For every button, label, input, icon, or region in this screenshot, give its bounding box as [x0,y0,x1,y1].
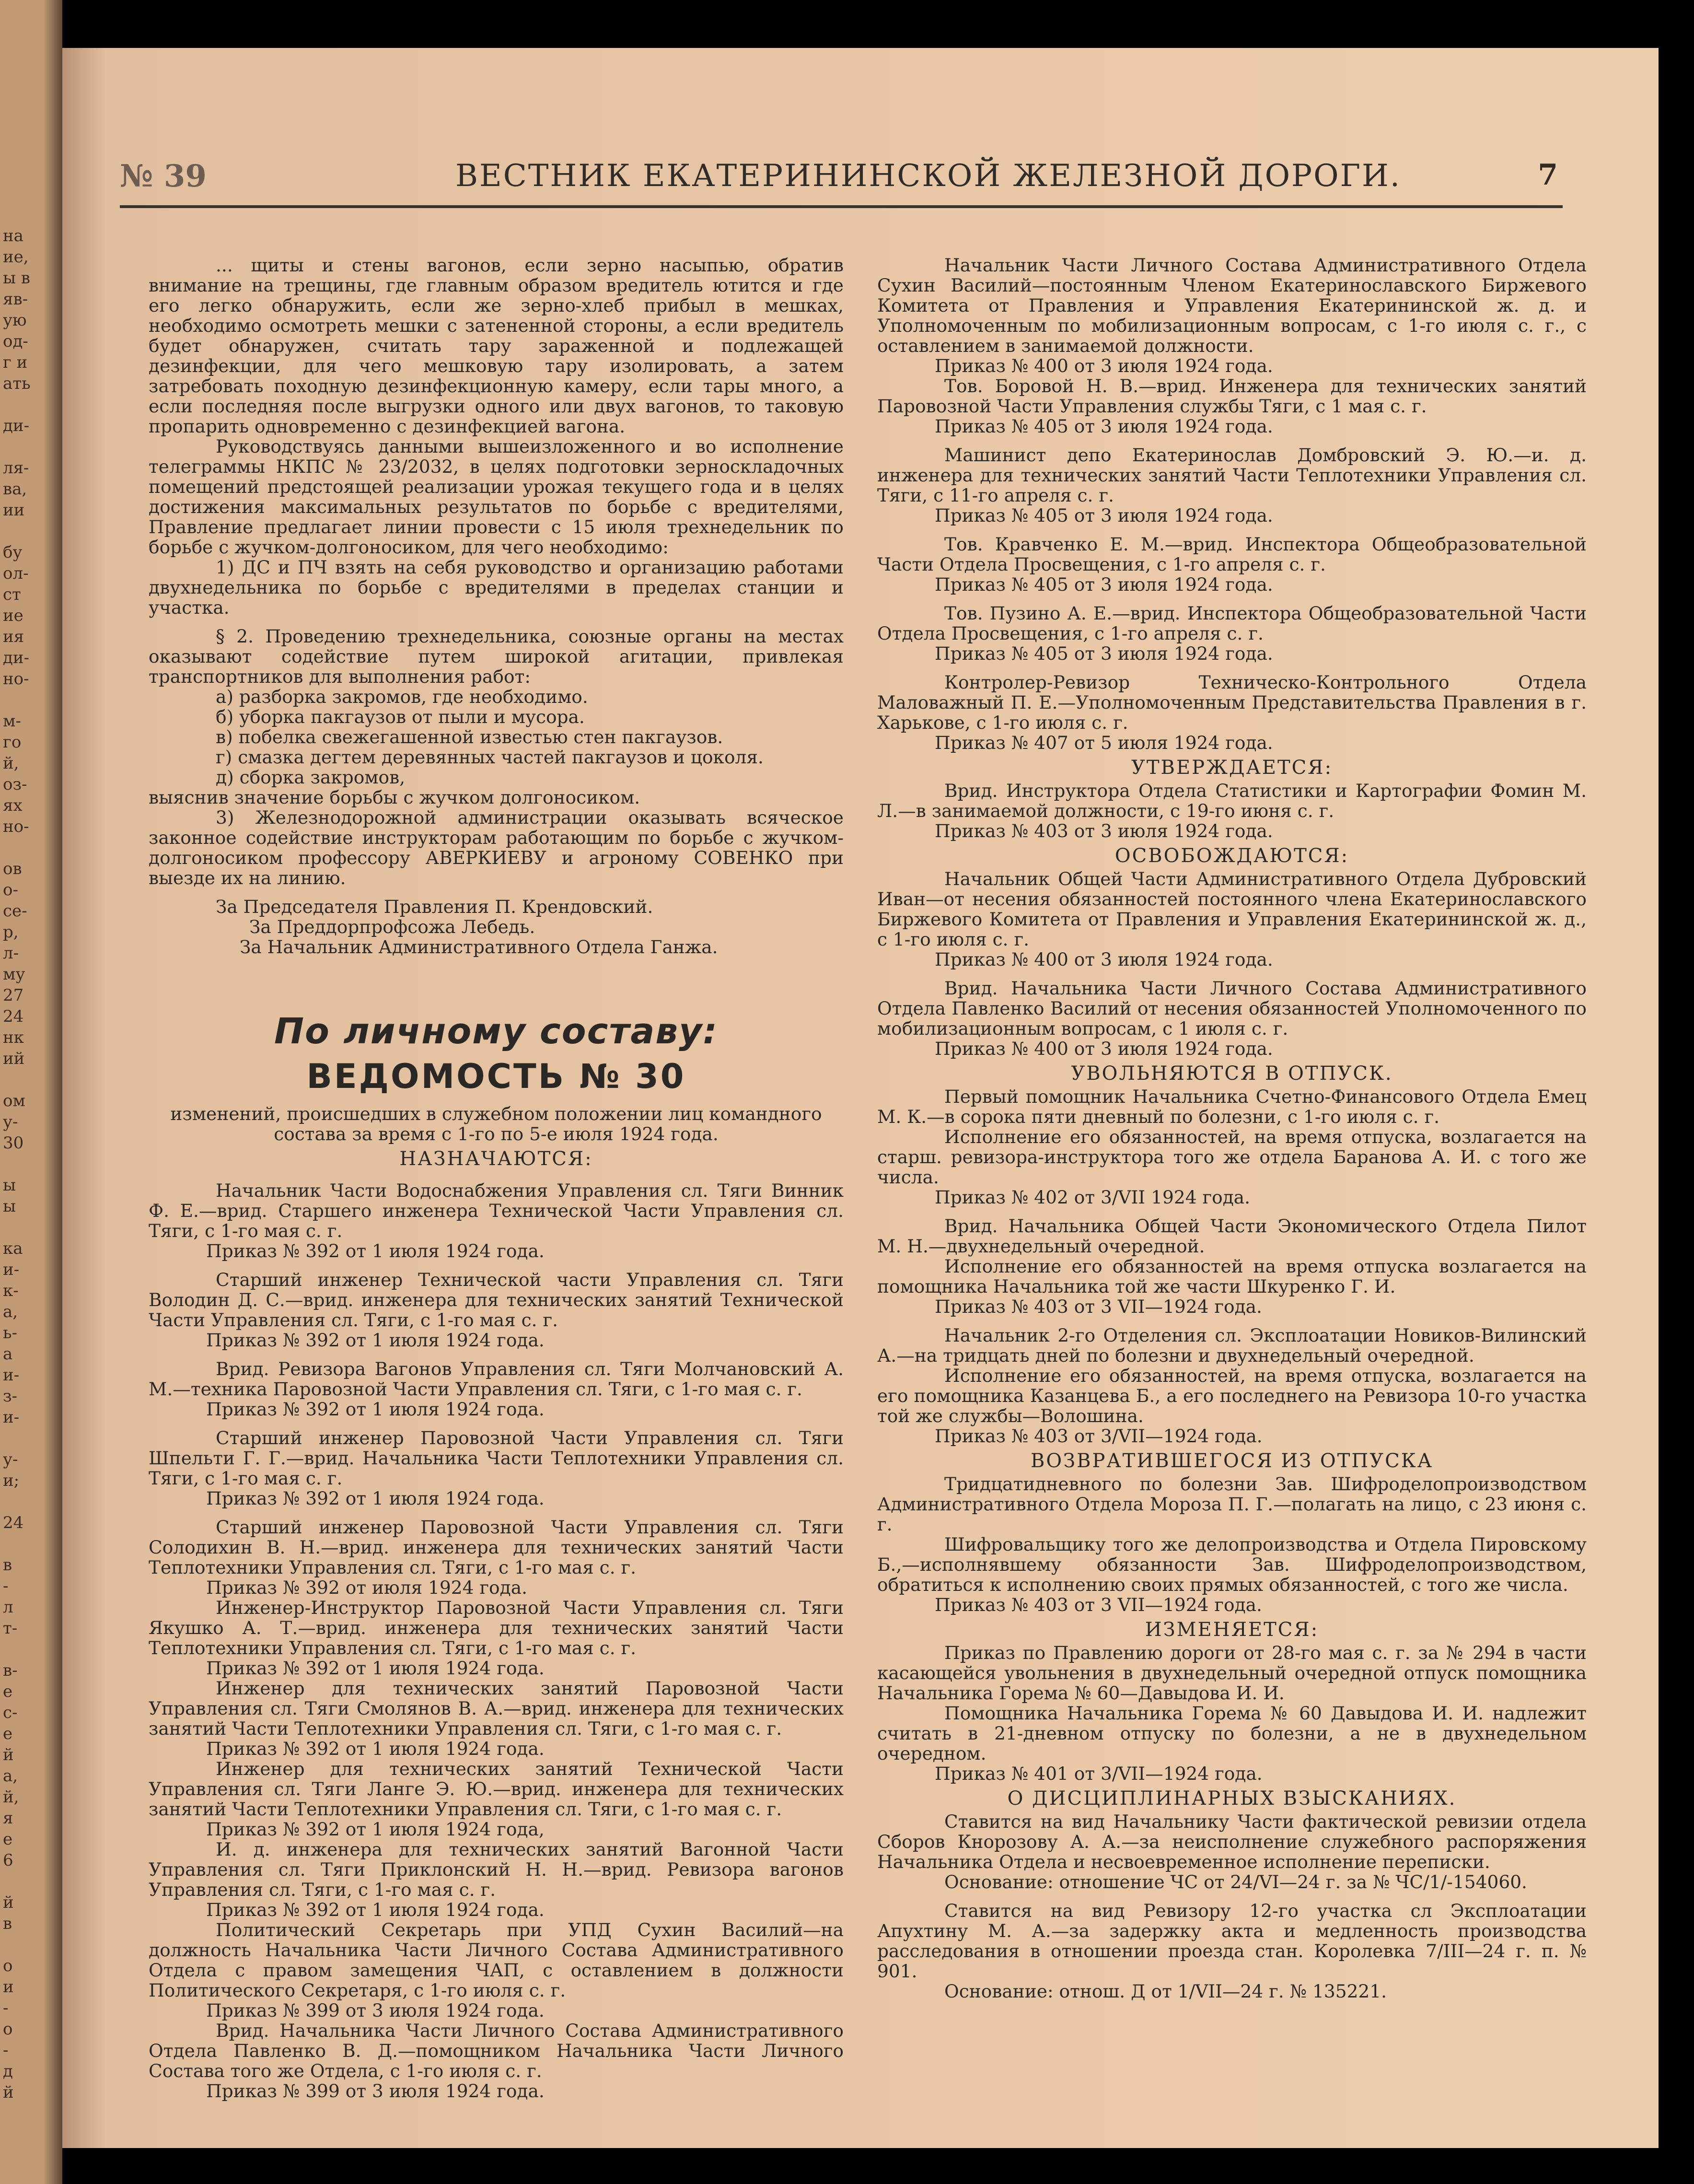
order-line: Приказ № 392 от 1 июля 1924 года. [206,1240,545,1261]
section-heading: ВОЗВРАТИВШЕГОСЯ ИЗ ОТПУСКА [1030,1450,1434,1472]
entry: Исполнение его обязанностей на время отпуска возлагается на помощника Начальника той же части Шкуренко Г. И. [877,1256,1587,1297]
paragraph: ... щиты и стены вагонов, если зерно насыпью, обратив внимание на трещины, где главным образом вредитель ютится и где его легко обнаружить, если же зерно-хлеб прибыл в мешках, необходимо осмотреть мешки с затененной стороны, а если вредитель будет обнаружен, считать тару зараженной и подлежащей дезинфекции, для чего мешковую тару изолировать, а затем затребовать походную дезинфекционную камеру, если тары много, а если последняя после выгрузки одного или двух вагонов, то таковую пропарить одновременно с дезинфекцией вагона. [149,255,844,437]
order-line: Приказ № 392 от июля 1924 года. [206,1577,528,1598]
issue-number: № 39 [120,158,207,194]
section-heading: О ДИСЦИПЛИНАРНЫХ ВЗЫСКАНИЯХ. [1007,1787,1457,1810]
entry: Врид. Ревизора Вагонов Управления сл. Тяги Молчановский А. М.—техника Паровозной Части Управления сл. Тяги, с 1-го мая с. г. [149,1358,844,1400]
entry: Тов. Кравченко Е. М.—врид. Инспектора Общеобразовательной Части Отдела Просвещения, с 1-го апреля с. г. [877,534,1587,575]
order-line: Приказ № 403 от 3/VII—1924 года. [935,1425,1263,1447]
entry: Инженер-Инструктор Паровозной Части Управления сл. Тяги Якушко А. Т.—врид. инженера для технических занятий Части Теплотехники Управления сл. Тяги, с 1-го мая с. г. [149,1597,844,1658]
entry: Ставится на вид Начальнику Части фактической ревизии отдела Сборов Кнорозову А. А.—за неисполнение служебного распоряжения Начальника Отдела и несвоевременное исполнение переписки. [877,1811,1587,1872]
entry: Тов. Боровой Н. В.—врид. Инженера для технических занятий Паровозной Части Управления службы Тяги, с 1 мая с. г. [877,375,1587,417]
entry: Врид. Начальника Общей Части Экономического Отдела Пилот М. Н.—двухнедельный очередной. [877,1215,1587,1257]
entry: Начальник Части Личного Состава Административного Отдела Сухин Василий—постоянным Членом Екатеринославского Биржевого Комитета от Правления и Управления Екатерининской ж. д. и Уполномоченным по мобилизационным вопросам, с 1-го июля с. г., с оставлением в занимаемой должности. [877,255,1587,356]
order-line: Приказ № 392 от 1 июля 1924 года. [206,1399,545,1420]
entry: Основание: отнош. Д от 1/VII—24 г. № 135221. [944,1981,1387,2002]
signature-line: За Председателя Правления П. Крендовский. [216,896,653,917]
order-line: Приказ № 400 от 3 июля 1924 года. [935,1038,1273,1059]
section-title: По личному составу: [274,1011,718,1052]
entry: Врид. Инструктора Отдела Статистики и Картографии Фомин М. Л.—в занимаемой должности, с 19-го июня с. г. [877,780,1587,821]
section-heading: ОСВОБОЖДАЮТСЯ: [1114,845,1349,867]
order-line: Приказ № 402 от 3/VII 1924 года. [935,1187,1251,1208]
order-line: Приказ № 400 от 3 июля 1924 года. [935,949,1273,970]
entry: Приказ по Правлению дороги от 28-го мая с. г. за № 294 в части касающейся увольнения в двухнедельный очередной отпуск помощника Начальника Горема № 60—Давыдова И. И. [877,1642,1587,1704]
section-heading: УТВЕРЖДАЕТСЯ: [1131,757,1333,779]
order-line: Приказ № 405 от 3 июля 1924 года. [935,416,1273,437]
order-line: Приказ № 407 от 5 июля 1924 года. [935,732,1273,753]
entry: Тридцатидневного по болезни Зав. Шифроделопроизводством Административного Отдела Мороза П. Г.—полагать на лицо, с 23 июня с. г. [877,1473,1587,1535]
statement-title: ВЕДОМОСТЬ № 30 [306,1057,686,1096]
order-line: Приказ № 405 от 3 июля 1924 года. [935,574,1273,595]
entry: Начальник 2-го Отделения сл. Эксплоатации Новиков-Вилинский А.—на тридцать дней по болезни и двухнедельный очередной. [877,1325,1587,1366]
page-header [120,153,1563,225]
list-item: б) уборка пакгаузов от пыли и мусора. [216,706,585,727]
entry: Первый помощник Начальника Счетно-Финансового Отдела Емец М. К.—в сорока пяти дневный по болезни, с 1-го июля с. г. [877,1086,1587,1127]
publication-title: ВЕСТНИК ЕКАТЕРИНИНСКОЙ ЖЕЛЕЗНОЙ ДОРОГИ. [455,158,1402,194]
entry: Старший инженер Паровозной Части Управления сл. Тяги Солодихин В. Н.—врид. инженера для технических занятий Части Теплотехники Управления сл. Тяги, с 1-го мая с. г. [149,1517,844,1578]
statement-subtitle: изменений, происшедших в служебном положении лиц командного состава за время с 1-го по 5-е июля 1924 года. [170,1103,822,1145]
entry: Врид. Начальника Части Личного Состава Административного Отдела Павленко В. Д.—помощником Начальника Части Личного Состава того же Отдела, с 1-го июля с. г. [149,2020,844,2081]
entry: Начальник Общей Части Административного Отдела Дубровский Иван—от несения обязанностей постоянного члена Екатеринославского Биржевого Комитета от Правления и Управления Екатерининской ж. д., с 1-го июля с. г. [877,868,1587,950]
entry: Начальник Части Водоснабжения Управления сл. Тяги Винник Ф. Е.—врид. Старшего инженера Технической Части Управления сл. Тяги, с 1-го мая с. г. [149,1180,844,1241]
paragraph: § 2. Проведению трехнедельника, союзные органы на местах оказывают содействие путем широкой агитации, привлекая транспортников для выполнения работ: [149,626,844,687]
order-line: Приказ № 392 от 1 июля 1924 года. [206,1330,545,1351]
entry: Инженер для технических занятий Паровозной Части Управления сл. Тяги Смолянов В. А.—врид. инженера для технических занятий Части Теплотехники Управления сл. Тяги, с 1-го мая с. г. [149,1678,844,1739]
order-line: Приказ № 392 от 1 июля 1924 года. [206,1899,545,1920]
entry: Шифровальщику того же делопроизводства и Отдела Пировскому Б.,—исполнявшему обязанности Зав. Шифроделопроизводством, обратиться к исполнению своих прямых обязанностей, с того же числа. [877,1534,1587,1595]
order-line: Приказ № 399 от 3 июля 1924 года. [206,2080,545,2102]
entry: Ставится на вид Ревизору 12-го участка сл Эксплоатации Апухтину М. А.—за задержку акта и медленность производства расследования в отношении проезда стан. Королевка 7/III—24 г. п. № 901. [877,1900,1587,1982]
entry: Основание: отношение ЧС от 24/VI—24 г. за № ЧС/1/-154060. [944,1871,1527,1892]
order-line: Приказ № 401 от 3/VII—1924 года. [935,1763,1263,1784]
order-line: Приказ № 403 от 3 VII—1924 года. [935,1296,1262,1317]
order-line: Приказ № 392 от 1 июля 1924 года. [206,1658,545,1679]
binding-shadow [43,0,62,2184]
paragraph: выяснив значение борьбы с жучком долгоносиком. [149,787,640,808]
entry: Инженер для технических занятий Технической Части Управления сл. Тяги Ланге Э. Ю.—врид. инженера для технических занятий Части Теплотехники Управления сл. Тяги, с 1-го мая с. г. [149,1758,844,1820]
entry: Политический Секретарь при УПД Сухин Василий—на должность Начальника Части Личного Состава Административного Отдела с правом замещения ЧАП, с оставлением в должности Политического Секретаря, с 1-го июля с. г. [149,1919,844,2001]
adjacent-page-text: на ие, ы в яв- ую од- г и ать ди- ля- ва, ии бу ол- ст ие ия ди- но- м- го й, оз- ях но- ов о- се- р, л- му 27 24 нк ий ом у- 30 ы ы ка и- к- а, ь- а и- з- и- у- и; 24 в - л т- в- е с- е й а, й, я е 6 й в о и - о - д й [3,226,31,2102]
list-item: в) побелка свежегашенной известью стен пакгаузов. [216,726,723,747]
entry: Врид. Начальника Части Личного Состава Административного Отдела Павленко Василий от несения обязанностей Уполномоченного по мобилизационным вопросам, с 1 июля с. г. [877,978,1587,1039]
paragraph: Руководствуясь данными вышеизложенного и во исполнение телеграммы НКПС № 23/2032, в целях подготовки зерноскладочных помещений предстоящей реализации урожая текущего года и в целях достижения максимальных результатов по борьбе с вредителями, Правление предлагает линии провести с 15 июля трехнедельник по борьбе с жучком-долгоносиком, для чего необходимо: [149,436,844,558]
entry: Тов. Пузино А. Е.—врид. Инспектора Общеобразовательной Части Отдела Просвещения, с 1-го апреля с. г. [877,603,1587,644]
header-rule [120,205,1563,208]
list-item: г) смазка дегтем деревянных частей пакгаузов и цоколя. [216,747,764,768]
order-line: Приказ № 403 от 3 VII—1924 года. [935,1594,1262,1615]
list-item: д) сборка закромов, [216,767,406,788]
entry: Машинист депо Екатеринослав Домбровский Э. Ю.—и. д. инженера для технических занятий Части Теплотехники Управления сл. Тяги, с 11-го апреля с. г. [877,444,1587,506]
newspaper-page [62,48,1659,2148]
section-heading: ИЗМЕНЯЕТСЯ: [1145,1619,1319,1641]
order-line: Приказ № 392 от 1 июля 1924 года. [206,1488,545,1509]
order-line: Приказ № 403 от 3 июля 1924 года. [935,820,1273,841]
entry: Помощника Начальника Горема № 60 Давыдова И. И. надлежит считать в 21-дневном отпуску по болезни, а не в двухнедельном очередном. [877,1703,1587,1764]
order-line: Приказ № 405 от 3 июля 1924 года. [935,505,1273,526]
order-line: Приказ № 392 от 1 июля 1924 года, [206,1819,545,1840]
entry: Исполнение его обязанностей, на время отпуска, возлагается на его помощника Казанцева Б., а его последнего на Ревизора 10-го участка той же службы—Волошина. [877,1365,1587,1426]
right-column [877,255,1587,2001]
order-line: Приказ № 400 от 3 июля 1924 года. [935,355,1273,376]
section-heading: НАЗНАЧАЮТСЯ: [399,1148,593,1170]
signature-line: За Начальник Административного Отдела Ганжа. [240,936,718,958]
signature-line: За Преддорпрофсожа Лебедь. [249,916,535,937]
entry: Старший инженер Паровозной Части Управления сл. Тяги Шпельти Г. Г.—врид. Начальника Части Теплотехники Управления сл. Тяги, с 1-го мая с. г. [149,1427,844,1489]
left-column [149,255,844,2101]
entry: Старший инженер Технической части Управления сл. Тяги Володин Д. С.—врид. инженера для технических занятий Технической Части Управления сл. Тяги, с 1-го мая с. г. [149,1269,844,1331]
paragraph: 3) Железнодорожной администрации оказывать всяческое законное содействие инструкторам работающим по борьбе с жучком-долгоносиком профессору АВЕРКИЕВУ и агроному СОВЕНКО при выезде их на линию. [149,807,844,888]
entry: И. д. инженера для технических занятий Вагонной Части Управления сл. Тяги Приклонский Н. Н.—врид. Ревизора вагонов Управления сл. Тяги, с 1-го мая с. г. [149,1839,844,1900]
order-line: Приказ № 405 от 3 июля 1924 года. [935,643,1273,664]
section-heading: УВОЛЬНЯЮТСЯ В ОТПУСК. [1071,1063,1393,1085]
paragraph: 1) ДС и ПЧ взять на себя руководство и организацию работами двухнедельника по борьбе с вредителями в пределах станции и участка. [149,557,844,618]
page-number: 7 [1538,158,1558,192]
entry: Исполнение его обязанностей, на время отпуска, возлагается на старш. ревизора-инструктора того же отдела Баранова А. И. с того же числа. [877,1126,1587,1188]
adjacent-page-strip [0,0,62,2184]
entry: Контролер-Ревизор Техническо-Контрольного Отдела Маловажный П. Е.—Уполномоченным Представительства Правления в г. Харькове, с 1-го июля с. г. [877,672,1587,733]
order-line: Приказ № 399 от 3 июля 1924 года. [206,2000,545,2021]
order-line: Приказ № 392 от 1 июля 1924 года. [206,1738,545,1759]
list-item: а) разборка закромов, где необходимо. [216,686,588,707]
